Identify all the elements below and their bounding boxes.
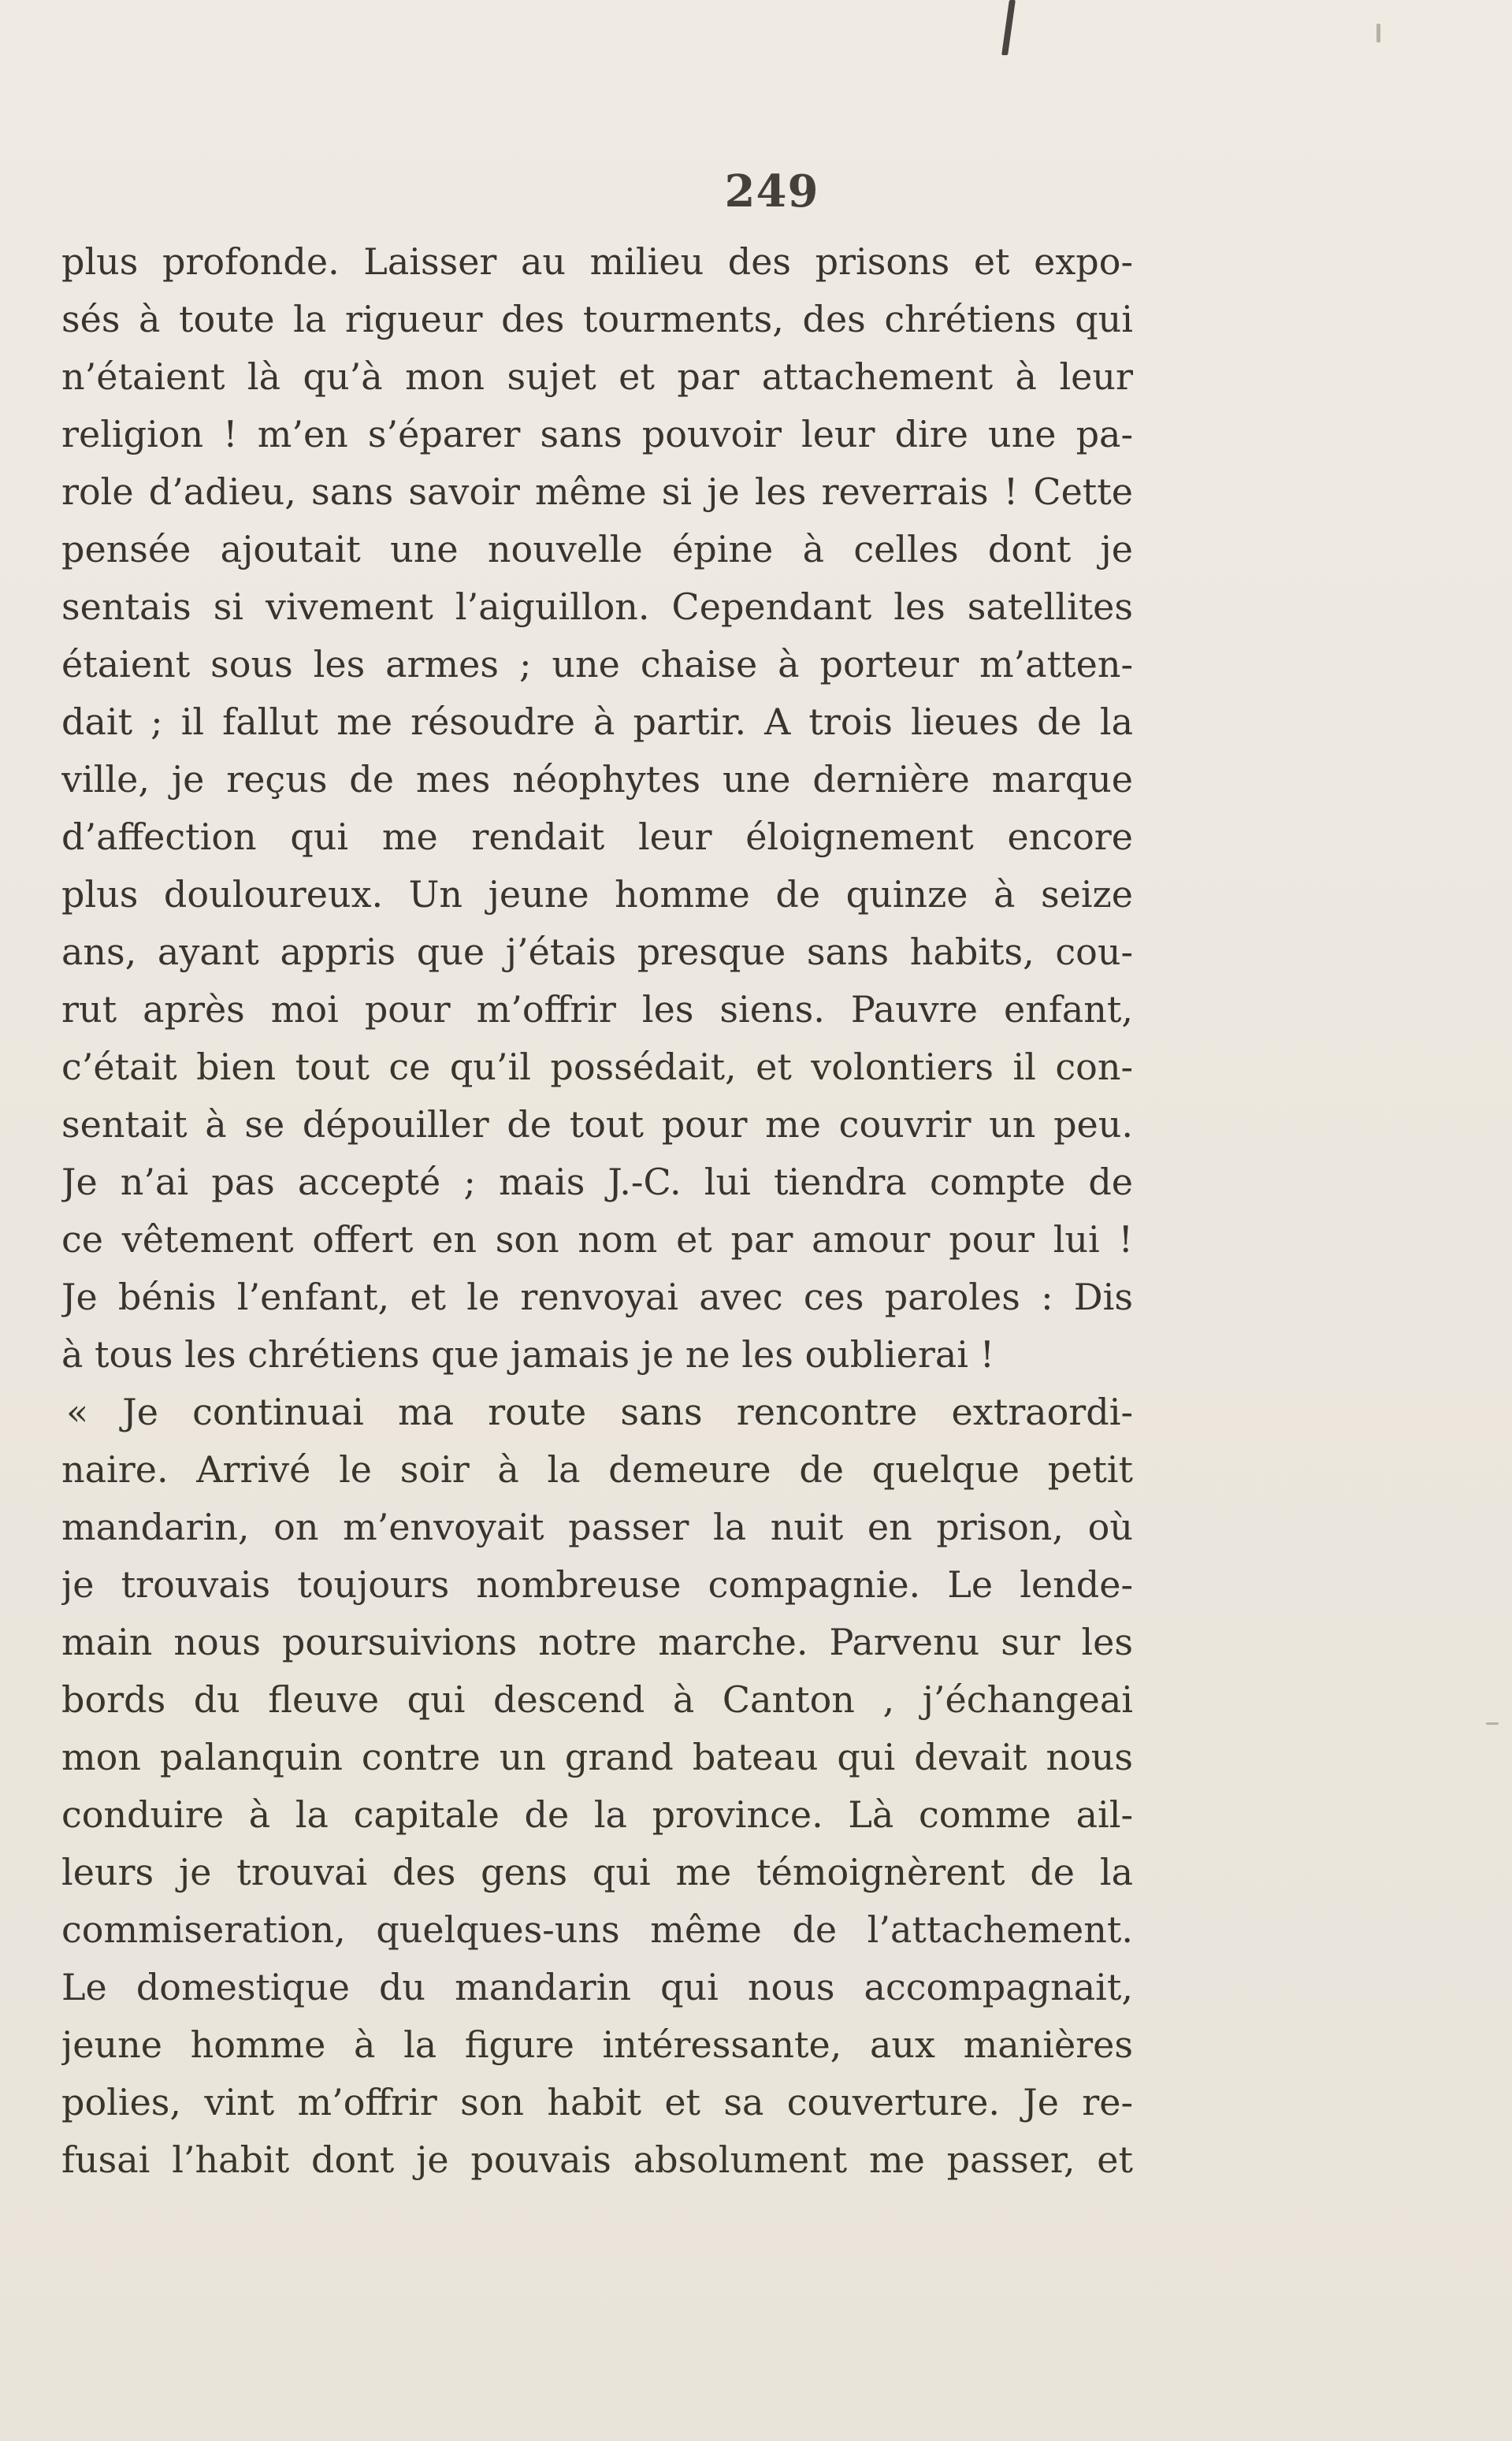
text-line: leurs je trouvai des gens qui me témoignèrent de la bbox=[61, 1851, 1133, 1893]
ink-mark bbox=[1001, 0, 1016, 55]
body-text bbox=[61, 233, 1133, 2189]
text-line: naire. Arrivé le soir à la demeure de quelque petit bbox=[61, 1448, 1133, 1491]
margin-mark bbox=[1376, 24, 1380, 43]
text-line: ce vêtement offert en son nom et par amour pour lui ! bbox=[61, 1218, 1133, 1261]
text-line: plus profonde. Laisser au milieu des prisons et expo- bbox=[61, 240, 1133, 283]
text-line: sentait à se dépouiller de tout pour me couvrir un peu. bbox=[61, 1103, 1133, 1146]
text-line: ville, je reçus de mes néophytes une dernière marque bbox=[61, 758, 1133, 801]
text-line: Je n’ai pas accepté ; mais J.-C. lui tiendra compte de bbox=[61, 1161, 1133, 1203]
text-line: étaient sous les armes ; une chaise à porteur m’atten- bbox=[61, 643, 1133, 685]
text-line: c’était bien tout ce qu’il possédait, et volontiers il con- bbox=[61, 1046, 1133, 1088]
text-line: pensée ajoutait une nouvelle épine à celles dont je bbox=[61, 528, 1133, 570]
text-line: religion ! m’en s’éparer sans pouvoir leur dire une pa- bbox=[61, 413, 1133, 455]
text-line: rut après moi pour m’offrir les siens. Pauvre enfant, bbox=[61, 988, 1133, 1031]
text-line: main nous poursuivions notre marche. Parvenu sur les bbox=[61, 1621, 1133, 1663]
margin-mark bbox=[1486, 1722, 1499, 1725]
text-line: sentais si vivement l’aiguillon. Cependant les satellites bbox=[61, 585, 1133, 628]
text-line: fusai l’habit dont je pouvais absolument me passer, et bbox=[61, 2138, 1133, 2181]
text-line: n’étaient là qu’à mon sujet et par attachement à leur bbox=[61, 355, 1133, 398]
text-line: Je bénis l’enfant, et le renvoyai avec ces paroles : Dis bbox=[61, 1276, 1133, 1318]
text-line: à tous les chrétiens que jamais je ne les oublierai ! bbox=[61, 1333, 995, 1376]
text-line: sés à toute la rigueur des tourments, des chrétiens qui bbox=[61, 298, 1133, 340]
text-line: plus douloureux. Un jeune homme de quinze à seize bbox=[61, 873, 1133, 916]
text-line: d’affection qui me rendait leur éloignement encore bbox=[61, 816, 1133, 858]
text-line: polies, vint m’offrir son habit et sa couverture. Je re- bbox=[61, 2081, 1133, 2123]
text-line: conduire à la capitale de la province. Là comme ail- bbox=[61, 1793, 1133, 1836]
text-line: jeune homme à la figure intéressante, aux manières bbox=[61, 2023, 1133, 2066]
text-line: ans, ayant appris que j’étais presque sans habits, cou- bbox=[61, 931, 1133, 973]
text-line: mon palanquin contre un grand bateau qui devait nous bbox=[61, 1736, 1133, 1778]
text-line: role d’adieu, sans savoir même si je les reverrais ! Cette bbox=[61, 470, 1133, 513]
text-line: Le domestique du mandarin qui nous accompagnait, bbox=[61, 1966, 1133, 2008]
text-line: je trouvais toujours nombreuse compagnie. Le lende- bbox=[61, 1563, 1133, 1606]
text-line: mandarin, on m’envoyait passer la nuit en prison, où bbox=[61, 1506, 1133, 1548]
text-line: dait ; il fallut me résoudre à partir. A trois lieues de la bbox=[61, 700, 1133, 743]
page-number: 249 bbox=[724, 165, 819, 217]
text-line: bords du fleuve qui descend à Canton , j’échangeai bbox=[61, 1678, 1133, 1721]
text-line: commiseration, quelques-uns même de l’attachement. bbox=[61, 1908, 1133, 1951]
text-line: « Je continuai ma route sans rencontre extraordi- bbox=[66, 1391, 1133, 1433]
